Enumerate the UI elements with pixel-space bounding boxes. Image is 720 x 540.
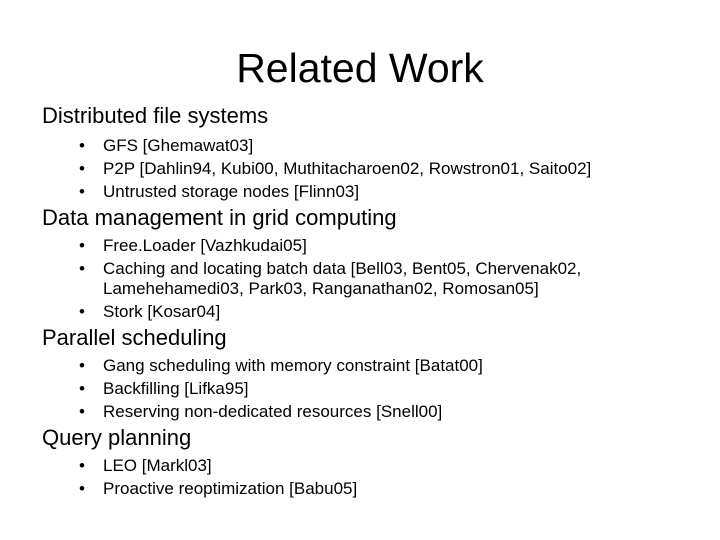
bullet-dot-icon: • [79, 356, 85, 375]
bullet-dot-icon: • [79, 402, 85, 421]
bullet-dot-icon: • [79, 302, 85, 321]
bullet-dot-icon: • [79, 236, 85, 255]
bullet-text: GFS [Ghemawat03] [103, 136, 254, 155]
section-heading-parallel-scheduling: Parallel scheduling [42, 325, 227, 350]
bullet-text: P2P [Dahlin94, Kubi00, Muthitacharoen02, Rowstron01, Saito02] [103, 159, 592, 178]
bullet-text: Gang scheduling with memory constraint [Batat00] [103, 356, 483, 375]
bullet-text: Stork [Kosar04] [103, 302, 221, 321]
bullet-text: Proactive reoptimization [Babu05] [103, 479, 358, 498]
bullet-text: LEO [Markl03] [103, 456, 212, 475]
bullet-dot-icon: • [79, 479, 85, 498]
section-heading-grid-data-management: Data management in grid computing [42, 205, 397, 230]
bullet-dot-icon: • [79, 182, 85, 201]
bullet-text: Free.Loader [Vazhkudai05] [103, 236, 307, 255]
bullet-text: Lamehehamedi03, Park03, Ranganathan02, Romosan05] [103, 279, 539, 298]
bullet-text: Untrusted storage nodes [Flinn03] [103, 182, 360, 201]
bullet-text: Backfilling [Lifka95] [103, 379, 249, 398]
bullet-text: Caching and locating batch data [Bell03, Bent05, Chervenak02, [103, 259, 582, 278]
bullet-dot-icon: • [79, 159, 85, 178]
bullet-dot-icon: • [79, 136, 85, 155]
section-heading-query-planning: Query planning [42, 425, 192, 450]
bullet-dot-icon: • [79, 456, 85, 475]
slide-title: Related Work [236, 45, 484, 91]
bullet-dot-icon: • [79, 259, 85, 278]
bullet-text: Reserving non-dedicated resources [Snell00] [103, 402, 443, 421]
section-heading-distributed-file-systems: Distributed file systems [42, 103, 269, 128]
bullet-dot-icon: • [79, 379, 85, 398]
